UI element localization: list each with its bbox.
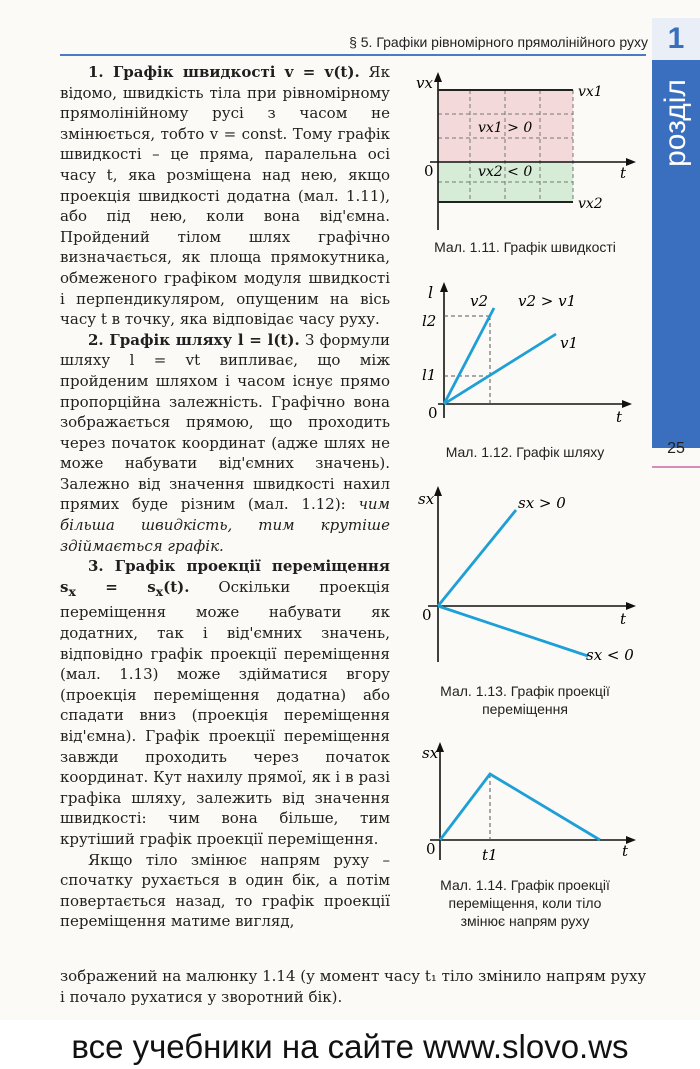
line-sx [440, 774, 600, 840]
y-arrow [440, 282, 448, 292]
body-velocity: Як відомо, швидкість тіла при рівномірному прямолінійному русі з часом не змінюється, тобто v = const. Тому графік швидкості – це пряма, паралельна осі часу t, яка розміщена над нею, якщо проекція швидкості додатна (мал. 1.11), або під нею, коли вона від'ємна. Пройдений тілом шлях графічно визначається, як площа прямокутника, обмеженого графіком модуля швидкості і перпендикуляром, опущеним на вісь часу t в точку, яка відповідає часу руху. [60, 63, 390, 329]
label-vx2: vx2 [578, 196, 603, 212]
body-path: З формули шляху l = vt випливає, що між пройденим шляхом і часом існує прямо пропорційна залежність. Графічно вона зображається прямою, що проходить через початок координат (адже шлях не може набувати від'ємних значень). Залежно від значення швидкості нахил прямих буде різним (мал. 1.12): [60, 330, 391, 514]
body-displacement: Оскільки проекція переміщення може набувати як додатних, так і від'ємних значень, відповідно графік проекції переміщення (мал. 1.13) може здійматися вгору (проекція переміщення додатна) або спадати вниз (проекція переміщення від'ємна). Графік проекції переміщення завжди проходить через початок координат. Кут нахилу прямої, як і в разі графіка шляху, залежить від значення швидкості: чим вона більше, тим крутіший графік проекції переміщення. [60, 577, 390, 848]
line-sx-positive [438, 510, 516, 606]
chapter-number: 1 [652, 18, 700, 60]
caption-line: переміщення [482, 701, 568, 717]
caption-line: Мал. 1.14. Графік проекції [440, 877, 610, 893]
heading-path-graph: 2. Графік шляху l = l(t). [88, 330, 300, 349]
heading-displacement-t: (t). [163, 577, 190, 596]
label-v2-gt-v1: v2 > v1 [518, 292, 577, 310]
label-v1: v1 [560, 334, 579, 352]
label-origin: 0 [422, 606, 432, 624]
main-text [60, 62, 390, 932]
caption-line: переміщення, коли тіло [448, 895, 602, 911]
label-l1: l1 [422, 366, 437, 384]
heading-sub-x2: x [155, 583, 164, 599]
x-arrow [626, 602, 636, 610]
figure-displacement-graph [410, 482, 640, 672]
label-vx1: vx1 [578, 84, 603, 100]
label-origin: 0 [426, 840, 436, 858]
label-vx: vx [416, 74, 433, 92]
caption-line: Мал. 1.13. Графік проекції [440, 683, 610, 699]
figure-velocity-graph [410, 70, 640, 240]
label-l: l [428, 283, 434, 302]
y-arrow [434, 486, 442, 496]
label-t: t [620, 610, 627, 628]
label-l2: l2 [422, 312, 437, 330]
chapter-word: розділ [659, 79, 692, 167]
caption-fig-1-11: Мал. 1.11. Графік швидкості [434, 239, 616, 255]
caption-fig-1-14 [412, 876, 638, 930]
caption-fig-1-13 [412, 682, 638, 718]
body-path-rule: чим більша швидкість, тим крутіше здіймається графік. [60, 495, 390, 555]
site-footer: все учебники на сайте www.slovo.ws [0, 1024, 700, 1069]
label-t: t [620, 164, 627, 182]
heading-sub-x: x [68, 583, 76, 599]
label-vx1-positive: vx1 > 0 [478, 120, 533, 136]
heading-displacement-text: 3. Графік проекції переміщення s [60, 557, 390, 596]
y-arrow [434, 72, 442, 82]
figure-direction-change-graph [410, 738, 640, 868]
chapter-label [654, 68, 698, 178]
page-number: 25 [667, 440, 685, 457]
label-t: t [616, 408, 623, 426]
label-origin: 0 [428, 404, 438, 422]
paragraph-direction: Якщо тіло змінює напрям руху – спочатку рухається в один бік, а потім повертається назад, то графік проекції переміщення матиме вигляд, [60, 850, 390, 931]
label-sx-negative: sx < 0 [586, 646, 634, 664]
page-number-rule [652, 466, 700, 468]
label-v2: v2 [470, 292, 489, 310]
label-t1: t1 [482, 846, 498, 864]
heading-velocity-graph: 1. Графік швидкості v = v(t). [88, 63, 360, 81]
paragraph-velocity [60, 62, 390, 330]
paragraph-path [60, 330, 390, 557]
x-arrow [622, 400, 632, 408]
line-sx-negative [438, 606, 588, 656]
caption-line: змінює напрям руху [460, 913, 590, 929]
paragraph-direction-end: зображений на малюнку 1.14 (у момент часу t₁ тіло змінило напрям руху і почало рухатися у зворотний бік). [60, 967, 647, 1006]
x-arrow [626, 158, 636, 166]
label-origin: 0 [424, 162, 434, 180]
label-sx: sx [418, 490, 435, 508]
label-t: t [622, 842, 629, 860]
label-vx2-negative: vx2 < 0 [478, 164, 533, 180]
caption-fig-1-12: Мал. 1.12. Графік шляху [445, 444, 605, 460]
heading-displacement-eq: = s [75, 577, 156, 596]
label-sx-positive: sx > 0 [518, 494, 566, 512]
header-rule [60, 54, 646, 56]
label-sx: sx [422, 744, 439, 762]
figure-path-graph [412, 278, 640, 428]
page-header: § 5. Графіки рівномірного прямолінійного руху [349, 34, 648, 50]
paragraph-displacement [60, 556, 390, 849]
